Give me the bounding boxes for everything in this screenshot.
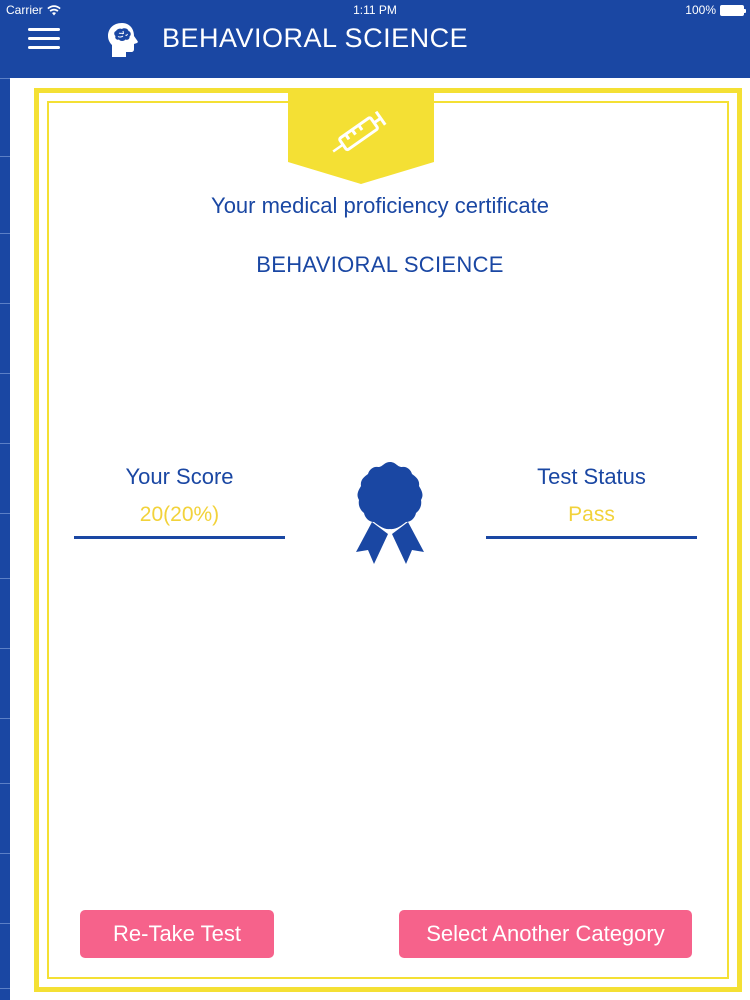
select-another-category-button[interactable]: Select Another Category (399, 910, 692, 958)
certificate-title: Your medical proficiency certificate (211, 193, 549, 218)
score-underline (74, 536, 285, 539)
retake-test-button[interactable]: Re-Take Test (80, 910, 274, 958)
hamburger-menu-icon[interactable] (28, 28, 64, 50)
carrier-label: Carrier (6, 3, 43, 17)
battery-percent: 100% (685, 3, 716, 17)
certificate-category: BEHAVIORAL SCIENCE (256, 252, 504, 277)
score-section (74, 464, 285, 539)
status-bar (0, 0, 750, 22)
battery-indicator (685, 3, 744, 17)
status-value: Pass (568, 503, 615, 526)
status-section (486, 464, 697, 539)
certificate-ribbon (288, 92, 434, 184)
clock: 1:11 PM (353, 3, 397, 17)
head-brain-icon (106, 22, 140, 58)
navigation-bar (0, 22, 750, 78)
score-label: Your Score (125, 464, 234, 489)
certificate-page (10, 78, 750, 1000)
battery-icon (720, 5, 744, 16)
status-underline (486, 536, 697, 539)
award-rosette-icon (350, 460, 430, 568)
score-value: 20(20%) (139, 503, 220, 526)
app-title: BEHAVIORAL SCIENCE (162, 23, 469, 53)
status-label: Test Status (537, 464, 646, 489)
left-edge-strip (0, 78, 10, 1000)
